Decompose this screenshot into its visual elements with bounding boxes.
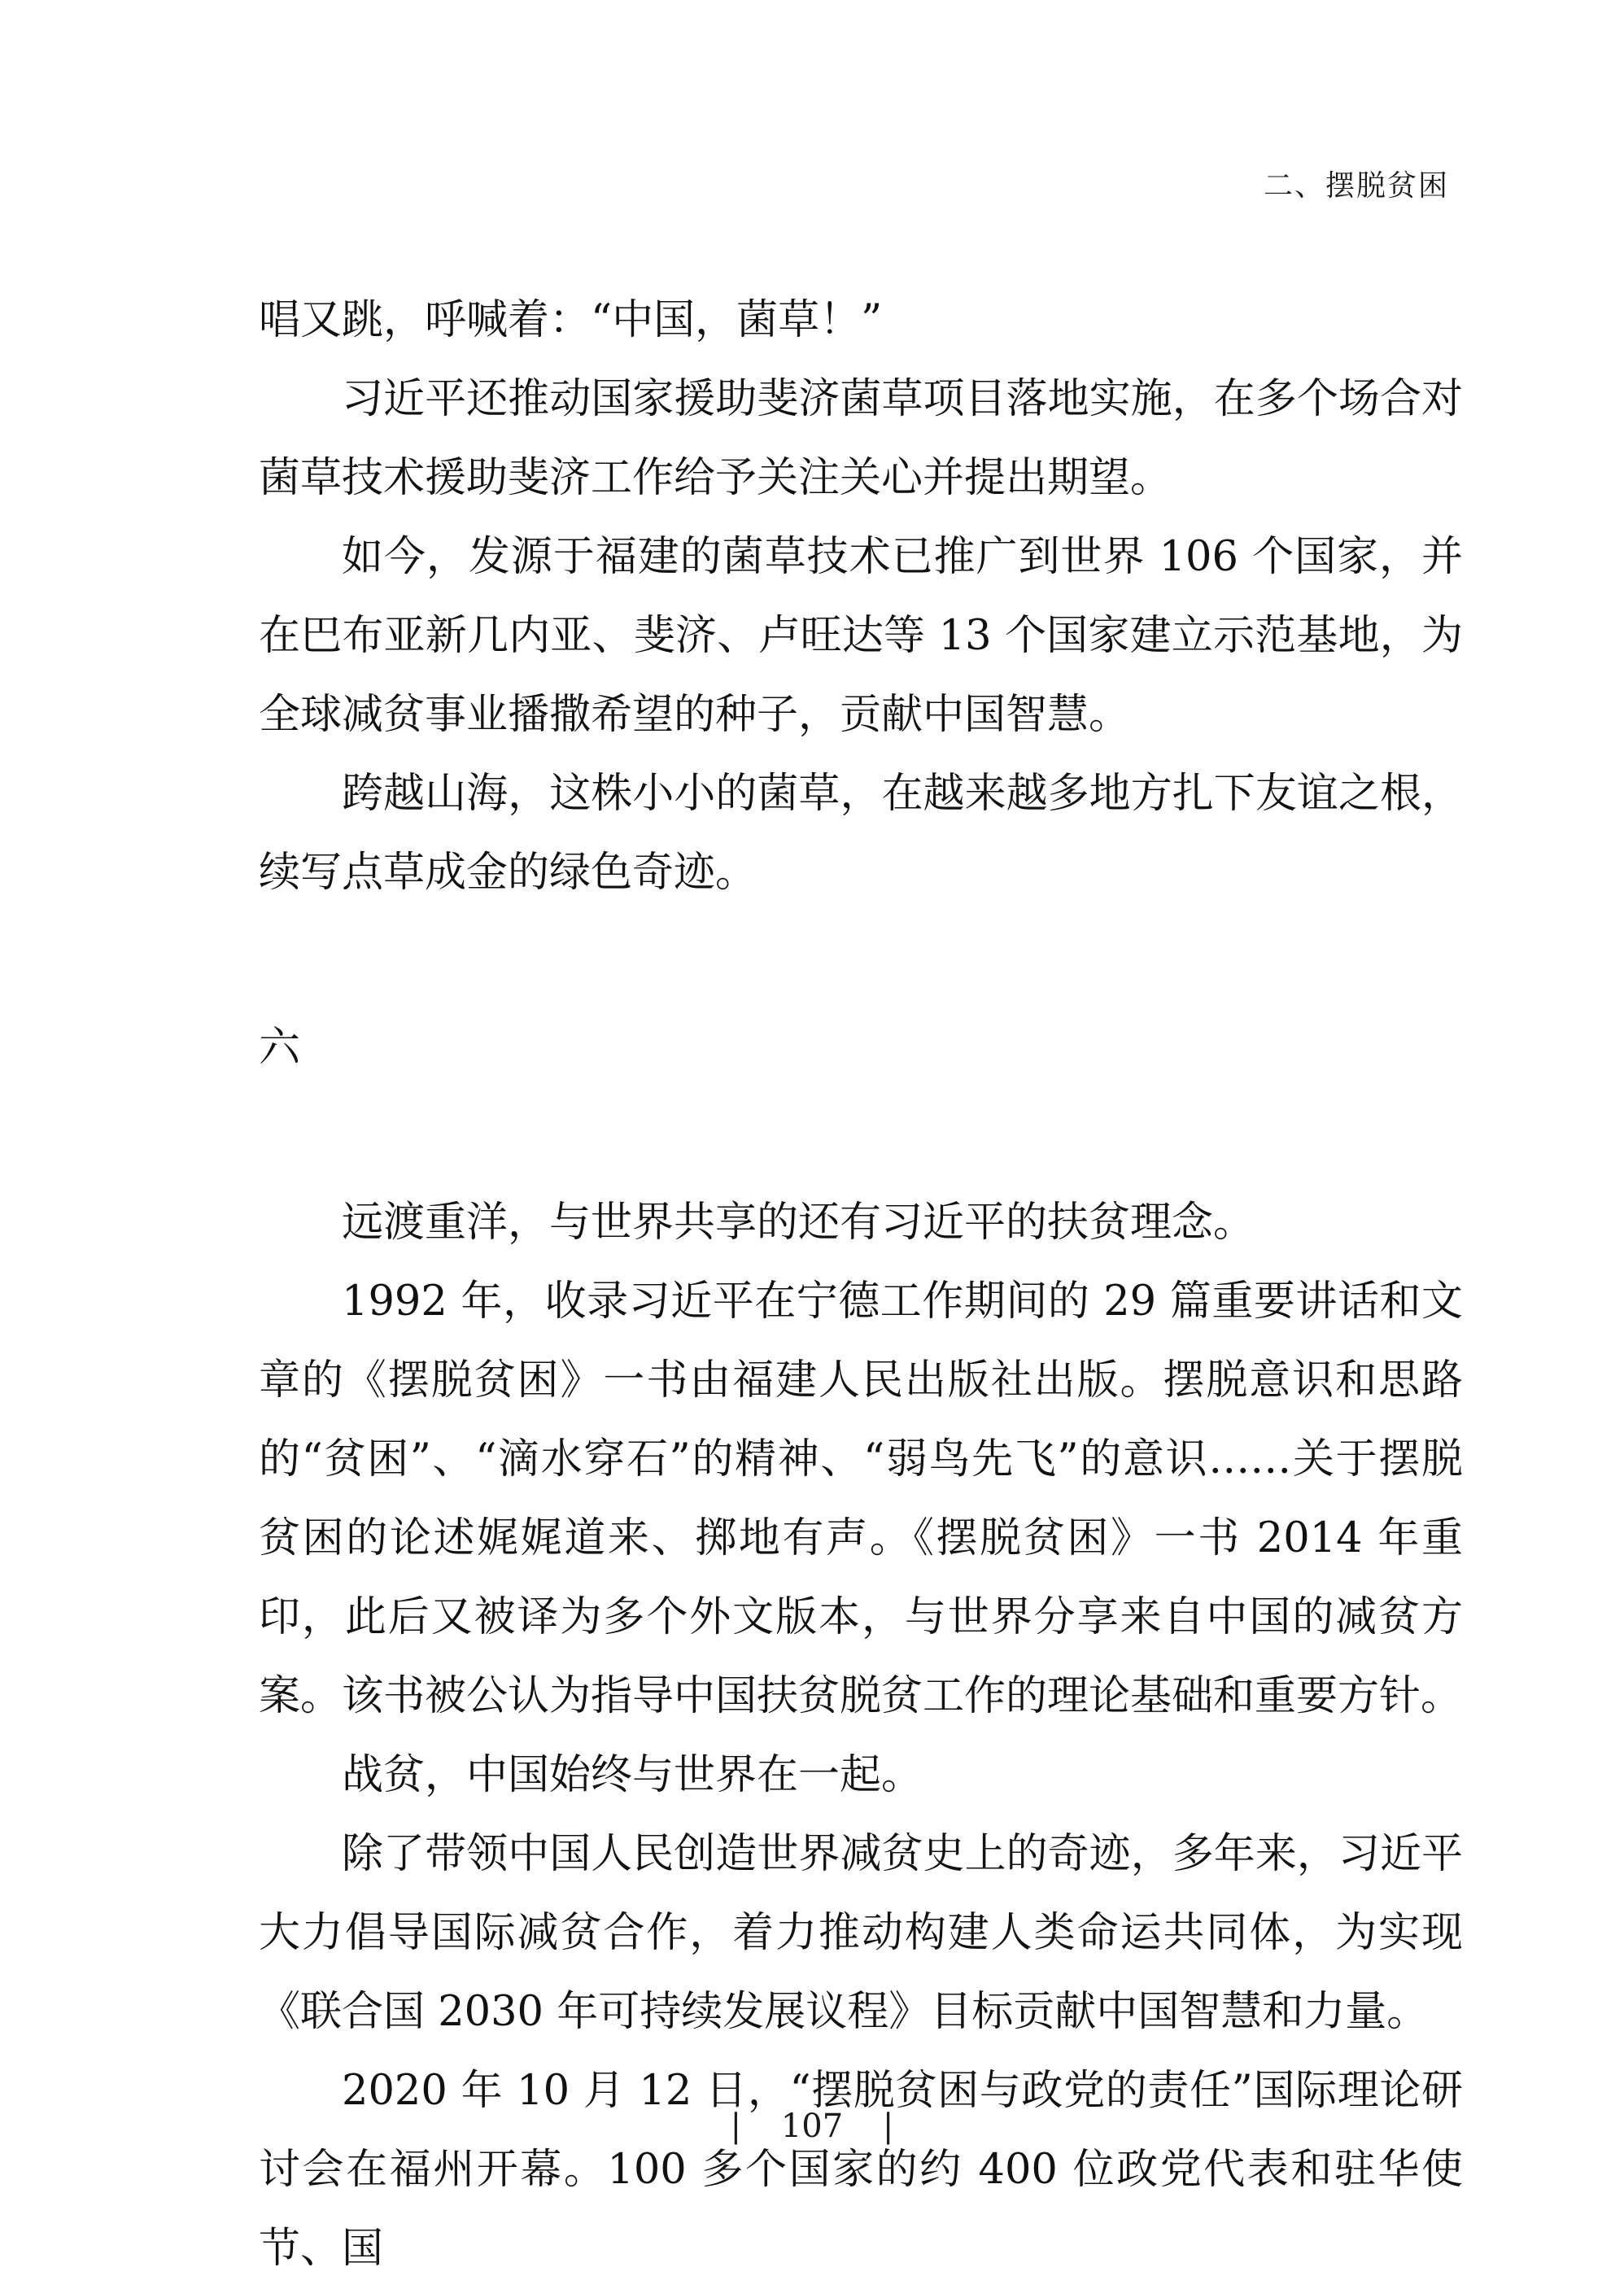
paragraph: 如今，发源于福建的菌草技术已推广到世界 106 个国家，并在巴布亚新几内亚、斐济、卢旺达等 13 个国家建立示范基地，为全球减贫事业播撒希望的种子，贡献中国智慧。 — [259, 533, 1463, 739]
paragraph: 习近平还推动国家援助斐济菌草项目落地实施，在多个场合对菌草技术援助斐济工作给予关注关心并提出期望。 — [259, 375, 1463, 502]
paragraph: 2020 年 10 月 12 日，“摆脱贫困与政党的责任”国际理论研讨会在福州开幕。100 多个国家的约 400 位政党代表和驻华使节、国 — [259, 2067, 1463, 2273]
running-header: 二、摆脱贫困 — [1263, 169, 1449, 203]
paragraph: 跨越山海，这株小小的菌草，在越来越多地方扎下友谊之根，续写点草成金的绿色奇迹。 — [259, 770, 1463, 897]
section-number: 六 — [259, 1024, 301, 1072]
page-number: 107 — [780, 2108, 844, 2145]
body-text — [259, 281, 1463, 2288]
paragraph: 远渡重洋，与世界共享的还有习近平的扶贫理念。 — [342, 1199, 1255, 1247]
folio-bar-right: | — [882, 2108, 894, 2145]
paragraph: 唱又跳，呼喊着：“中国，菌草！” — [259, 296, 883, 344]
paragraph: 除了带领中国人民创造世界减贫史上的奇迹，多年来，习近平大力倡导国际减贫合作，着力推动构建人类命运共同体，为实现《联合国 2030 年可持续发展议程》目标贡献中国智慧和力量。 — [259, 1830, 1463, 2036]
page-footer — [0, 2108, 1624, 2145]
paragraph: 战贫，中国始终与世界在一起。 — [342, 1751, 923, 1799]
paragraph: 1992 年，收录习近平在宁德工作期间的 29 篇重要讲话和文章的《摆脱贫困》一书由福建人民出版社出版。摆脱意识和思路的“贫困”、“滴水穿石”的精神、“弱鸟先飞”的意识……关于摆脱贫困的论述娓娓道来、掷地有声。《摆脱贫困》一书 2014 年重印，此后又被译为多个外文版本，与世界分享来自中国的减贫方案。该书被公认为指导中国扶贫脱贫工作的理论基础和重要方针。 — [259, 1278, 1463, 1720]
folio-bar-left: | — [730, 2108, 742, 2145]
